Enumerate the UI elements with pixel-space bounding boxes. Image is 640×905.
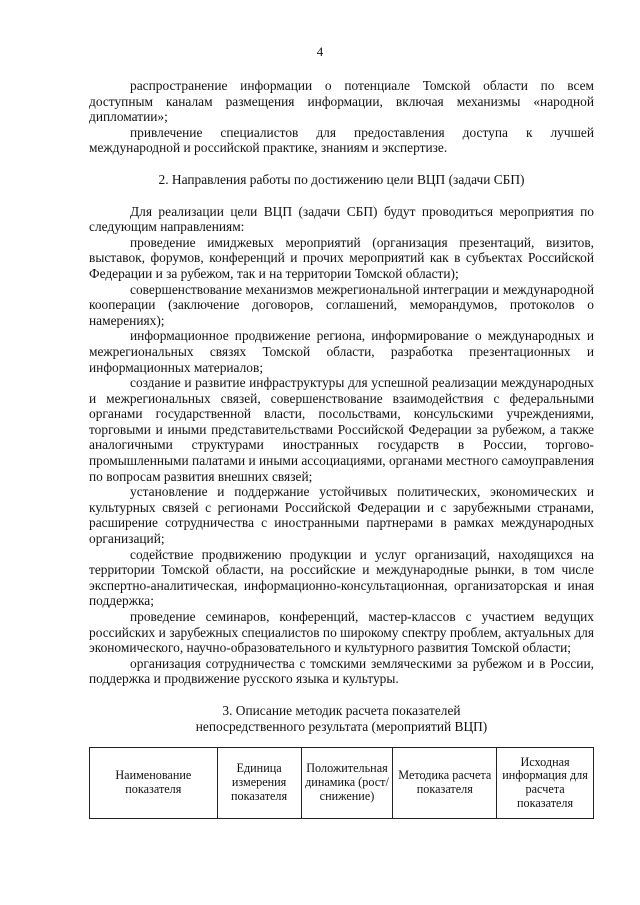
- section-heading-line: 3. Описание методик расчета показателей: [222, 702, 461, 718]
- metrics-table: [89, 747, 594, 819]
- page-number: 4: [316, 44, 324, 59]
- table-header-cell: Исходная информация для расчета показателя: [497, 748, 594, 819]
- table-header-cell: Положительная динамика (рост/ снижение): [301, 748, 393, 819]
- list-item: распространение информации о потенциале Томской области по всем доступным каналам размещения информации, включая механизмы «народной дипломатии»;: [89, 78, 594, 125]
- list-item: проведение семинаров, конференций, мастер-классов с участием ведущих российских и зарубежных специалистов по широкому спектру проблем, актуальных для экономического, научно-образовательного и культурного развития Томской области;: [89, 609, 594, 656]
- list-item: создание и развитие инфраструктуры для успешной реализации международных и межрегиональных связей, совершенствование взаимодействия с федеральными органами государственной власти, посольствами, консульскими учреждениями, торговыми и иными представительствами Российской Федерации за рубежом, а также аналогичными структурами иностранных государств в России, торгово-промышленными палатами и иными ассоциациями, органами местного самоуправления по вопросам развития внешних связей;: [89, 375, 594, 484]
- table-header-row: [90, 748, 594, 819]
- list-item: проведение имиджевых мероприятий (организация презентаций, визитов, выставок, форумов, конференций и прочих мероприятий как в субъектах Российской Федерации и за рубежом, так и на территории Томской области);: [89, 234, 594, 281]
- list-item: привлечение специалистов для предоставления доступа к лучшей международной и российской практике, знаниям и экспертизе.: [89, 124, 594, 156]
- section-heading-line: непосредственного результата (мероприятий ВЦП): [195, 718, 488, 734]
- body-text: [89, 78, 594, 819]
- table-header-cell: Методика расчета показателя: [393, 748, 497, 819]
- list-item: установление и поддержание устойчивых политических, экономических и культурных связей с регионами Российской Федерации и с зарубежными странами, расширение сотрудничества с иностранными партнерами в рамках международных организаций;: [89, 484, 594, 547]
- intro-paragraph: Для реализации цели ВЦП (задачи СБП) будут проводиться мероприятия по следующим направлениям:: [89, 203, 594, 235]
- list-item: информационное продвижение региона, информирование о международных и межрегиональных связях Томской области, разработка презентационных и информационных материалов;: [89, 328, 594, 375]
- section-heading: [89, 703, 594, 734]
- list-item: организация сотрудничества с томскими земляческими за рубежом и в России, поддержка и продвижение русского языка и культуры.: [89, 655, 594, 687]
- table-header-cell: Единица измерения показателя: [217, 748, 301, 819]
- section-heading: 2. Направления работы по достижению цели ВЦП (задачи СБП): [158, 171, 525, 187]
- table-header-cell: Наименование показателя: [90, 748, 218, 819]
- list-item: совершенствование механизмов межрегиональной интеграции и международной кооперации (заключение договоров, соглашений, меморандумов, протоколов о намерениях);: [89, 281, 594, 328]
- list-item: содействие продвижению продукции и услуг организаций, находящихся на территории Томской области, на российские и международные рынки, в том числе экспертно-аналитическая, информационно-консультационная, организаторская и иная поддержка;: [89, 546, 594, 609]
